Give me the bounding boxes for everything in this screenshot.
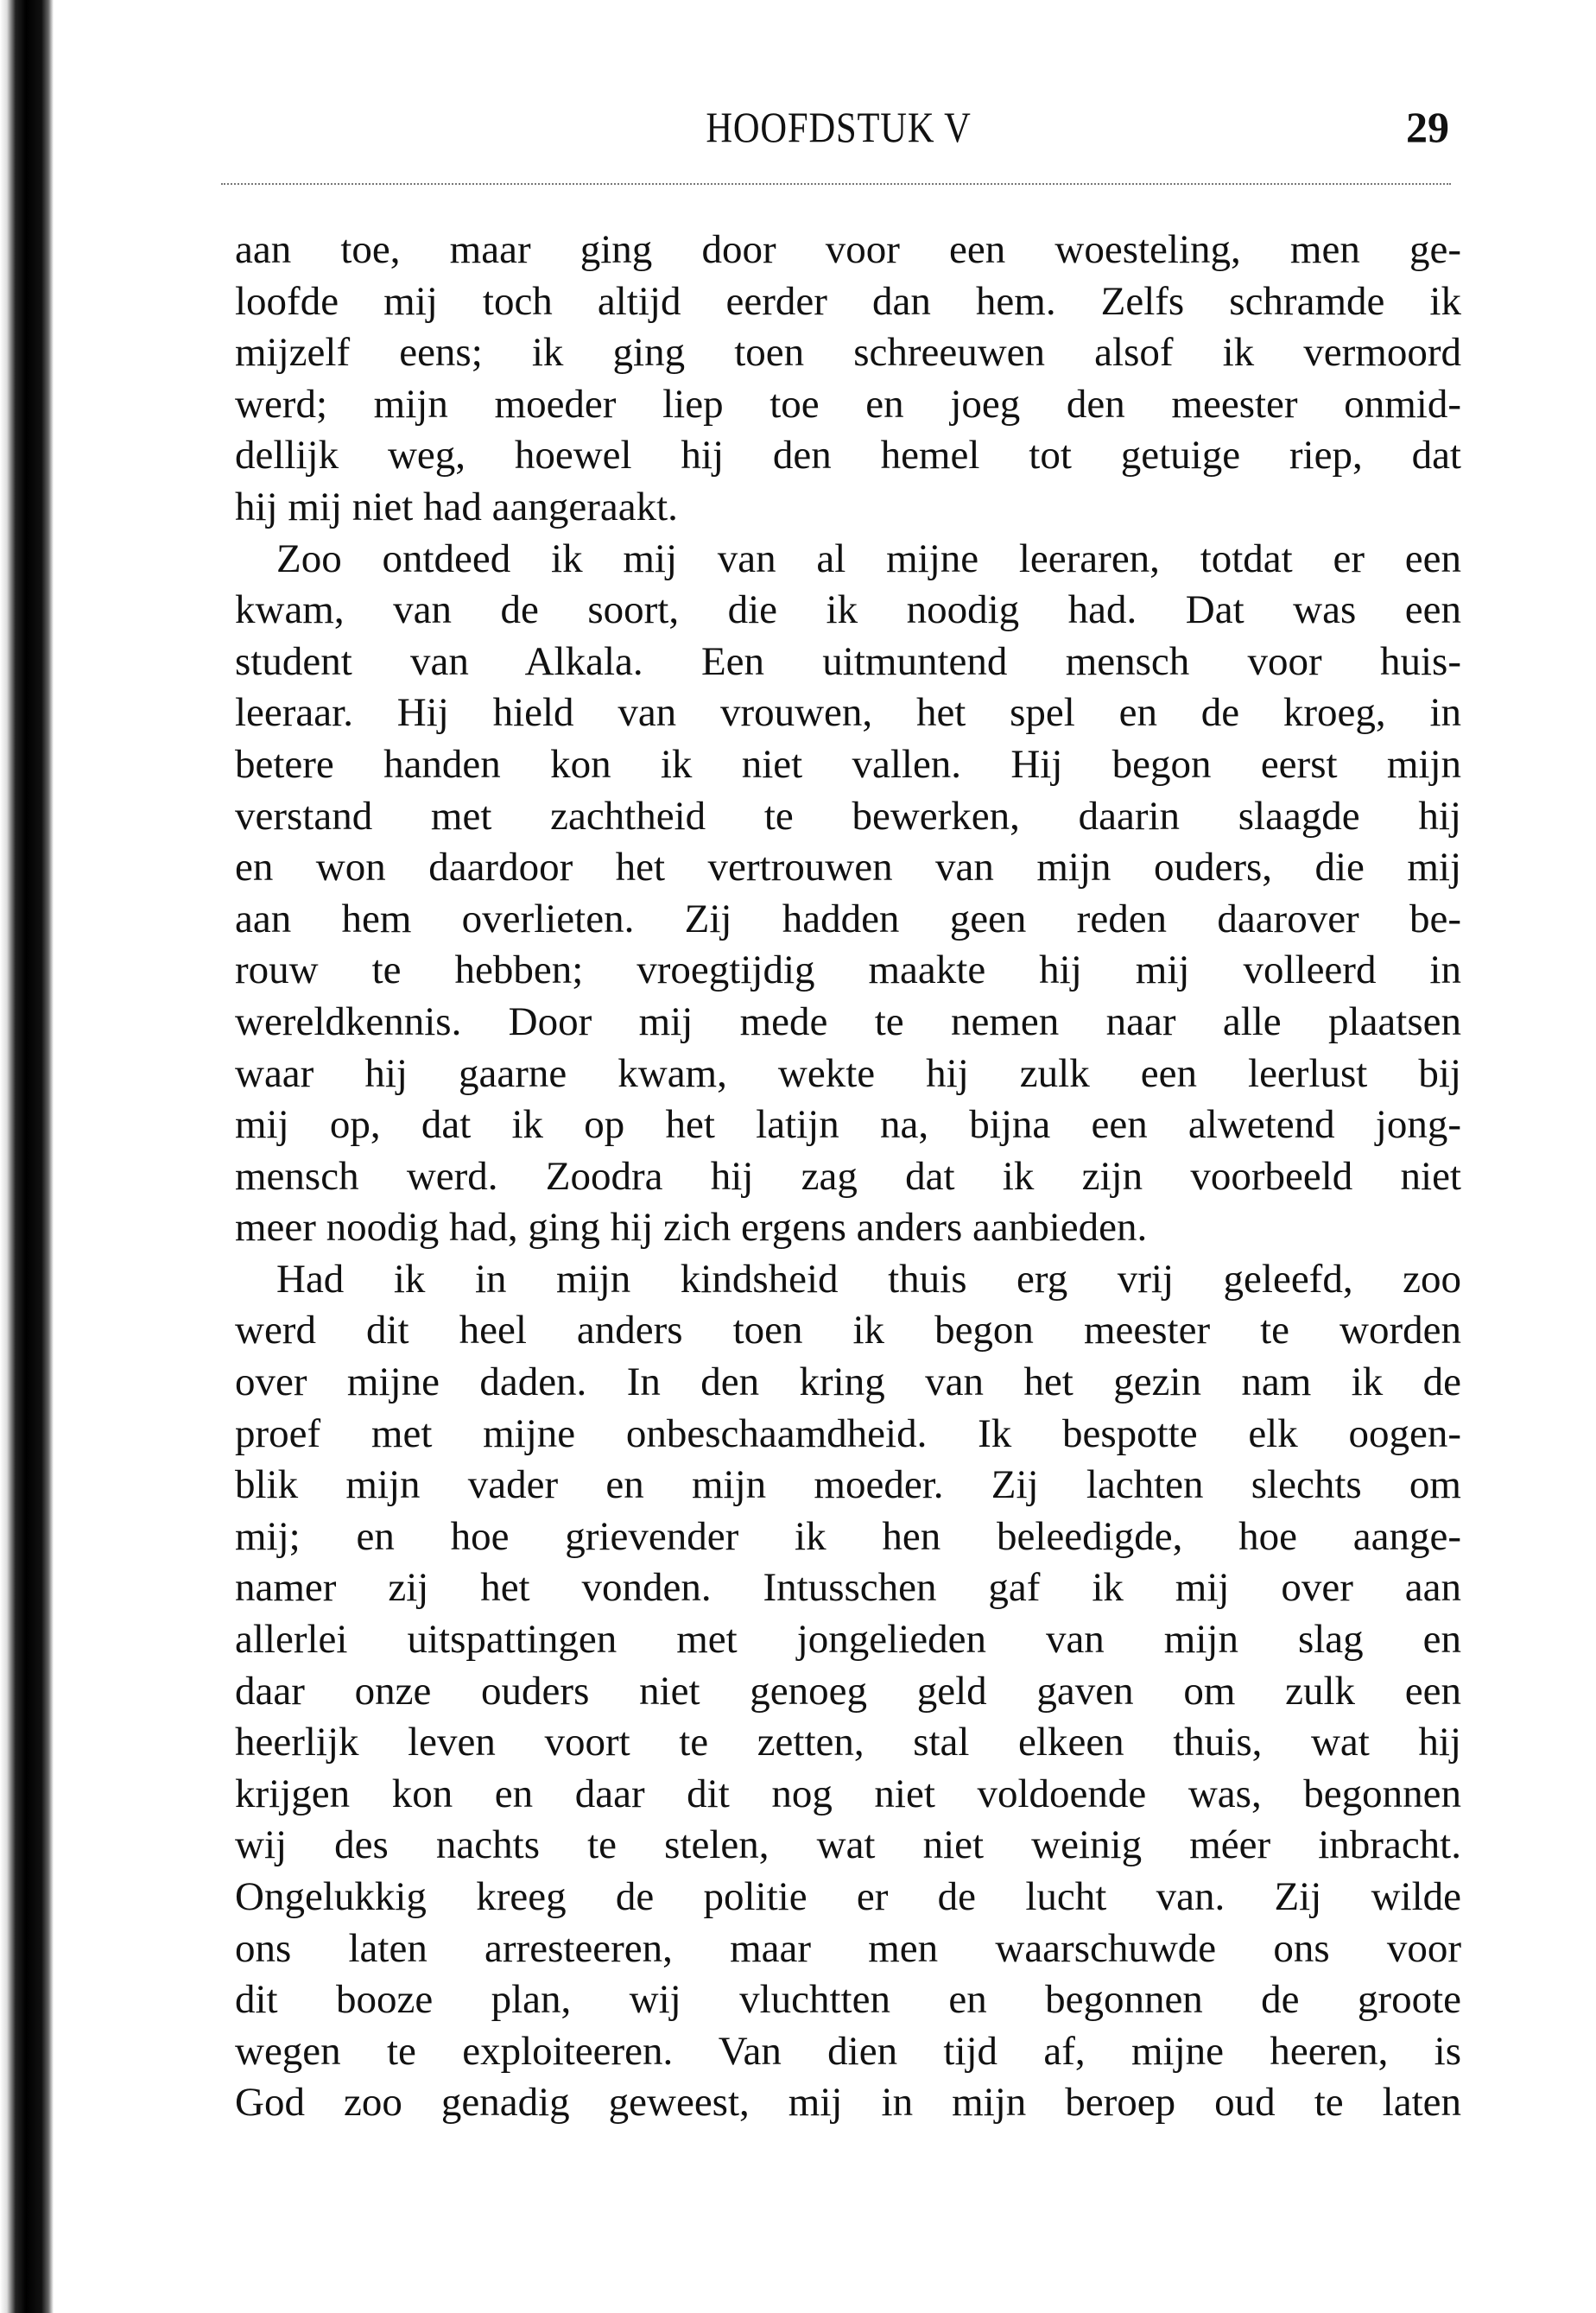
text-line: student van Alkala. Een uitmuntend mensch voor huis-	[235, 638, 1461, 684]
text-line: blik mijn vader en mijn moeder. Zij lachten slechts om	[235, 1462, 1461, 1508]
text-line: mij op, dat ik op het latijn na, bijna een alwetend jong-	[235, 1102, 1461, 1148]
text-line: hij mij niet had aangeraakt.	[235, 484, 678, 529]
text-line: aan hem overlieten. Zij hadden geen reden daarover be-	[235, 896, 1461, 941]
text-line: kwam, van de soort, die ik noodig had. Dat was een	[235, 587, 1461, 633]
text-line: wegen te exploiteeren. Van dien tijd af, mijne heeren, is	[235, 2028, 1461, 2074]
text-line: wij des nachts te stelen, wat niet weinig méer inbracht.	[235, 1822, 1461, 1868]
text-line: betere handen kon ik niet vallen. Hij begon eerst mijn	[235, 741, 1461, 787]
text-line: verstand met zachtheid te bewerken, daarin slaagde hij	[235, 793, 1461, 839]
text-line: aan toe, maar ging door voor een woesteling, men ge-	[235, 227, 1461, 272]
text-line: wereldkennis. Door mij mede te nemen naar alle plaatsen	[235, 998, 1461, 1044]
page-number: 29	[1406, 103, 1449, 151]
text-line: en won daardoor het vertrouwen van mijn ouders, die mij	[235, 845, 1461, 890]
text-line: daar onze ouders niet genoeg geld gaven om zulk een	[235, 1668, 1461, 1714]
header-rule	[221, 183, 1451, 185]
text-line: allerlei uitspattingen met jongelieden van mijn slag en	[235, 1617, 1461, 1663]
text-line: ons laten arresteeren, maar men waarschuwde ons voor	[235, 1925, 1461, 1971]
text-line: mij; en hoe grievender ik hen beleedigde, hoe aange-	[235, 1513, 1461, 1559]
book-binding-edge	[0, 0, 54, 2313]
text-line: God zoo genadig geweest, mij in mijn beroep oud te laten	[235, 2080, 1461, 2126]
text-line: namer zij het vonden. Intusschen gaf ik mij over aan	[235, 1565, 1461, 1611]
page-header	[221, 102, 1456, 154]
text-line: leeraar. Hij hield van vrouwen, het spel en de kroeg, in	[235, 690, 1461, 736]
text-line: proef met mijne onbeschaamdheid. Ik bespotte elk oogen-	[235, 1410, 1461, 1456]
text-line: dit booze plan, wij vluchtten en begonnen de groote	[235, 1977, 1461, 2023]
text-line: werd dit heel anders toen ik begon meester te worden	[235, 1308, 1461, 1353]
text-line: mensch werd. Zoodra hij zag dat ik zijn voorbeeld niet	[235, 1153, 1461, 1199]
running-title: HOOFDSTUK V	[706, 103, 972, 151]
text-line: loofde mij toch altijd eerder dan hem. Zelfs schramde ik	[235, 278, 1461, 324]
text-line: meer noodig had, ging hij zich ergens anders aanbieden.	[235, 1205, 1148, 1251]
text-line: waar hij gaarne kwam, wekte hij zulk een leerlust bij	[235, 1050, 1461, 1096]
text-line: dellijk weg, hoewel hij den hemel tot getuige riep, dat	[235, 433, 1461, 478]
text-line: krijgen kon en daar dit nog niet voldoende was, begonnen	[235, 1771, 1461, 1816]
body-text	[235, 225, 1461, 2129]
text-line: heerlijk leven voort te zetten, stal elkeen thuis, wat hij	[235, 1720, 1461, 1765]
text-line: rouw te hebben; vroegtijdig maakte hij mij volleerd in	[235, 947, 1461, 993]
text-line: werd; mijn moeder liep toe en joeg den meester onmid-	[235, 381, 1461, 427]
text-line: Zoo ontdeed ik mij van al mijne leeraren, totdat er een	[276, 535, 1461, 581]
text-line: Ongelukkig kreeg de politie er de lucht van. Zij wilde	[235, 1874, 1461, 1919]
text-line: Had ik in mijn kindsheid thuis erg vrij geleefd, zoo	[276, 1256, 1461, 1302]
text-line: over mijne daden. In den kring van het gezin nam ik de	[235, 1359, 1461, 1405]
text-line: mijzelf eens; ik ging toen schreeuwen alsof ik vermoord	[235, 330, 1461, 376]
